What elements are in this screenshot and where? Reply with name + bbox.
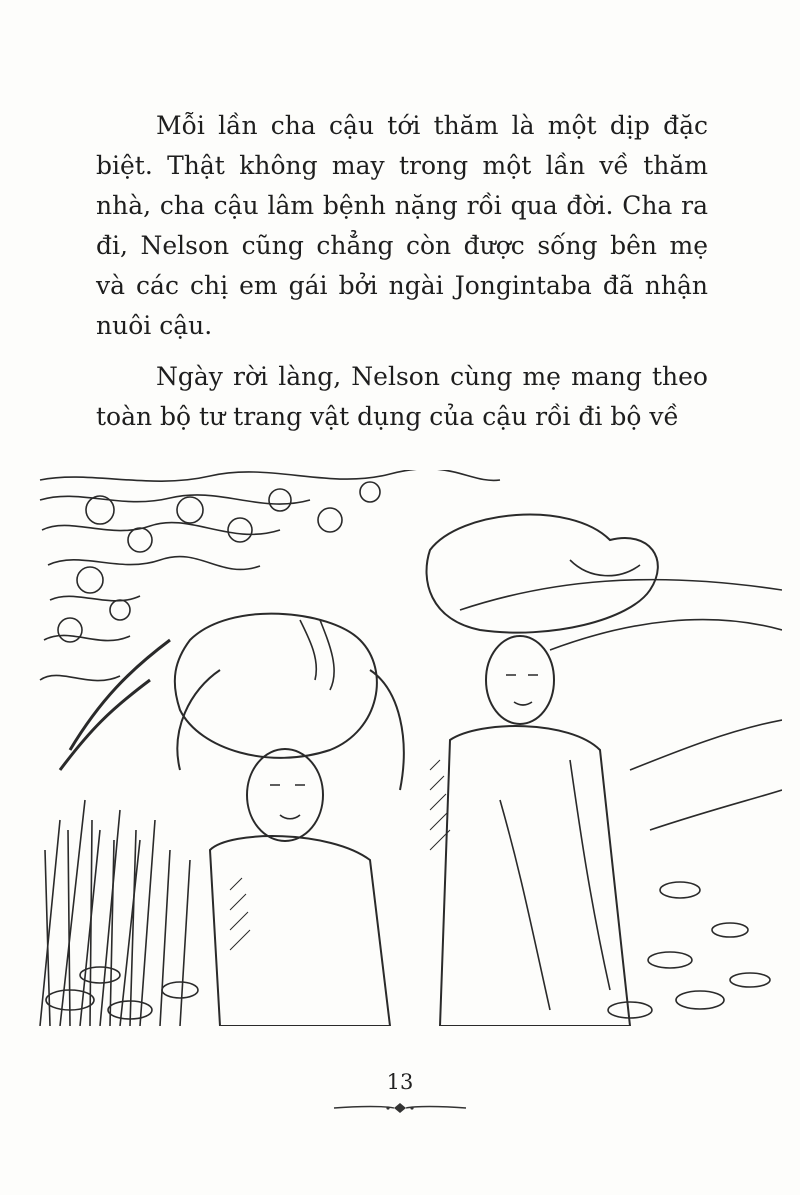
folio-ornament-icon [330, 1100, 470, 1116]
paragraph-1: Mỗi lần cha cậu tới thăm là một dịp đặc biệt. Thật không may trong một lần về thăm nhà, cha cậu lâm bệnh nặng rồi qua đời. Cha ra đi, Nelson cũng chẳng còn được sống bên mẹ và các chị em gái bởi ngài Jongintaba đã nhận nuôi cậu. [96, 111, 708, 340]
page-number: 13 [386, 1070, 414, 1094]
body-text [96, 106, 708, 448]
paragraph-2: Ngày rời làng, Nelson cùng mẹ mang theo toàn bộ tư trang vật dụng của cậu rồi đi bộ về [96, 362, 708, 431]
illustration-frame [40, 470, 782, 1026]
illustration-icon [30, 470, 782, 1026]
